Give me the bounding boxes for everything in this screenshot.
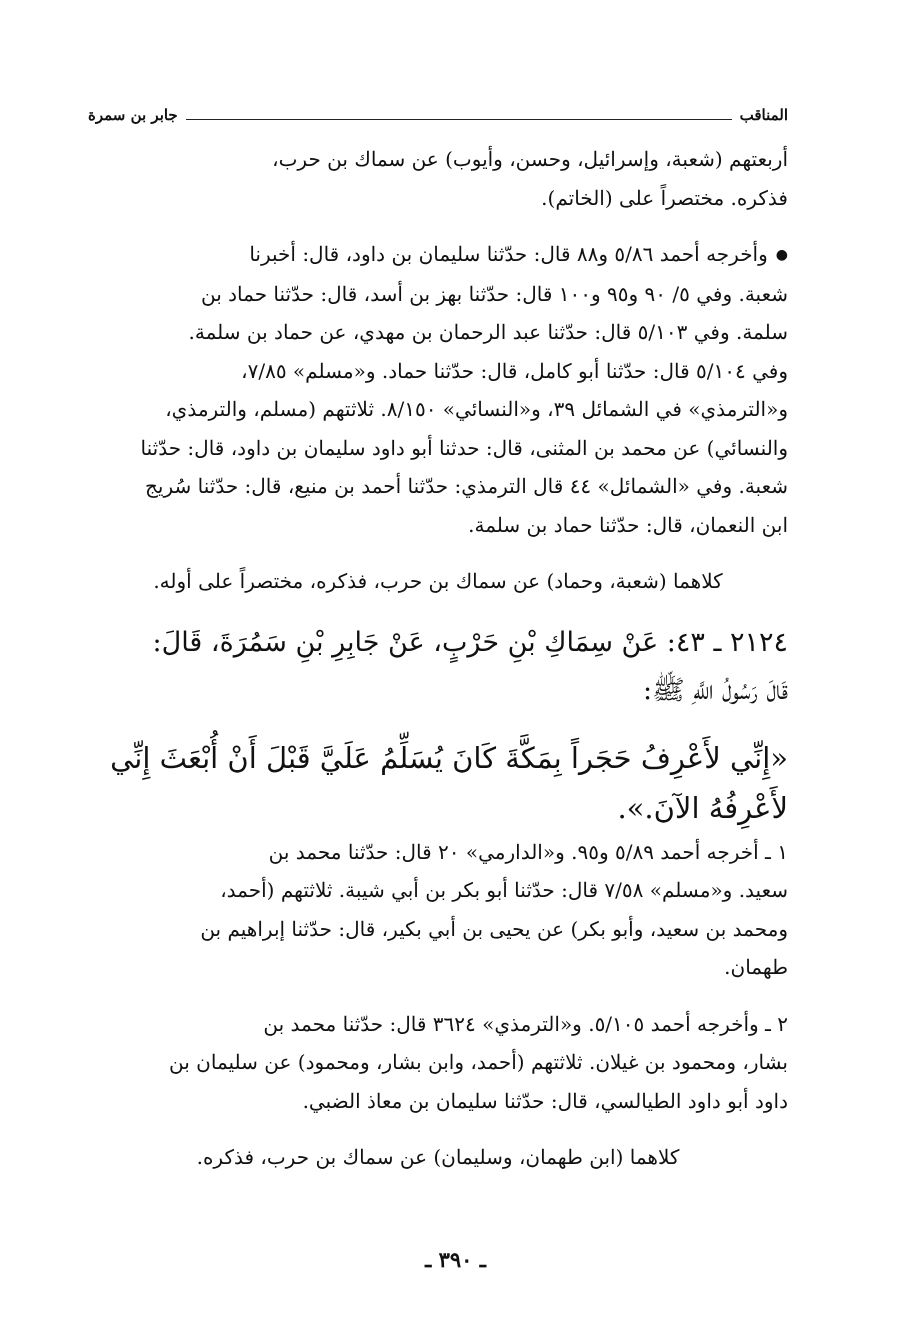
summary-line: كلاهما (شعبة، وحماد) عن سماك بن حرب، فذكره، مختصراً على أوله. — [153, 569, 723, 594]
hadith-heading — [88, 619, 788, 715]
spacer — [88, 544, 788, 562]
spacer — [88, 715, 788, 733]
note-line: بشار، ومحمود بن غيلان. ثلاثتهم (أحمد، وابن بشار، ومحمود) عن سليمان بن — [169, 1050, 788, 1075]
header-section-title: المناقب — [739, 106, 788, 124]
header-chapter-title: جابر بن سمرة — [88, 106, 178, 124]
note-line: ومحمد بن سعيد، وأبو بكر) عن يحيى بن أبي بكير، قال: حدّثنا إبراهيم بن — [200, 916, 788, 941]
hadith-text — [88, 733, 788, 833]
note-line: داود أبو داود الطيالسي، قال: حدّثنا سليمان بن معاذ الضبي. — [302, 1088, 788, 1113]
takhrij-line: شعبة. وفي «الشمائل» ٤٤ قال الترمذي: حدّثنا أحمد بن منيع، قال: حدّثنا سُريج — [145, 474, 788, 499]
page-header — [88, 100, 788, 130]
spacer — [88, 987, 788, 1005]
takhrij-line: والنسائي) عن محمد بن المثنى، قال: حدثنا أبو داود سليمان بن داود، قال: حدّثنا — [140, 435, 788, 460]
spacer — [88, 1120, 788, 1138]
takhrij-line: وأخرجه أحمد ٥/٨٦ و٨٨ قال: حدّثنا سليمان بن داود، قال: أخبرنا — [249, 242, 768, 266]
summary-line: كلاهما (ابن طهمان، وسليمان) عن سماك بن حرب، فذكره. — [196, 1145, 680, 1170]
note-line: ١ ـ أخرجه أحمد ٥/٨٩ و٩٥. و«الدارمي» ٢٠ قال: حدّثنا محمد بن — [268, 839, 788, 864]
page-content — [88, 140, 788, 1177]
takhrij-line: ابن النعمان، قال: حدّثنا حماد بن سلمة. — [468, 512, 788, 537]
takhrij-paragraph — [88, 235, 788, 544]
hadith-heading-line: ٢١٢٤ ـ ٤٣: عَنْ سِمَاكِ بْنِ حَرْبٍ، عَنْ جَابِرِ بْنِ سَمُرَةَ، قَالَ: — [152, 626, 788, 658]
takhrij-line: سلمة. وفي ٥/١٠٣ قال: حدّثنا عبد الرحمان بن مهدي، عن حماد بن سلمة. — [188, 320, 788, 345]
note-line: سعيد. و«مسلم» ٧/٥٨ قال: حدّثنا أبو بكر بن أبي شيبة. ثلاثتهم (أحمد، — [220, 878, 788, 903]
header-rule — [186, 119, 732, 120]
note-1 — [88, 833, 788, 987]
takhrij-line: شعبة. وفي ٥/ ٩٠ و٩٥ و١٠٠ قال: حدّثنا بهز بن أسد، قال: حدّثنا حماد بن — [201, 281, 788, 306]
hadith-text-line: «إِنِّي لأَعْرِفُ حَجَراً بِمَكَّةَ كَانَ يُسَلِّمُ عَلَيَّ قَبْلَ أَنْ أُبْعَثَ إِنِّي — [110, 740, 788, 775]
intro-line: أربعتهم (شعبة، وإسرائيل، وحسن، وأيوب) عن سماك بن حرب، — [272, 147, 788, 171]
note-line: ٢ ـ وأخرجه أحمد ٥/١٠٥. و«الترمذي» ٣٦٢٤ قال: حدّثنا محمد بن — [263, 1011, 788, 1036]
intro-paragraph — [88, 140, 788, 217]
hadith-text-line: لأَعْرِفُهُ الآنَ.». — [617, 790, 788, 825]
note-line: طهمان. — [724, 955, 788, 980]
intro-line: فذكره. مختصراً على (الخاتم). — [541, 185, 788, 210]
note-2 — [88, 1005, 788, 1121]
takhrij-line: وفي ٥/١٠٤ قال: حدّثنا أبو كامل، قال: حدّثنا حماد. و«مسلم» ٧/٨٥، — [241, 358, 788, 383]
bullet-icon: ● — [775, 247, 788, 264]
takhrij-line: و«الترمذي» في الشمائل ٣٩، و«النسائي» ٨/١٥٠. ثلاثتهم (مسلم، والترمذي، — [165, 397, 788, 422]
hadith-heading-line: قَالَ رَسُولُ اللَّهِ ﷺ: — [642, 674, 788, 706]
page-number: ـ ٣٩٠ ـ — [425, 1247, 486, 1272]
spacer — [88, 217, 788, 235]
spacer — [88, 601, 788, 619]
